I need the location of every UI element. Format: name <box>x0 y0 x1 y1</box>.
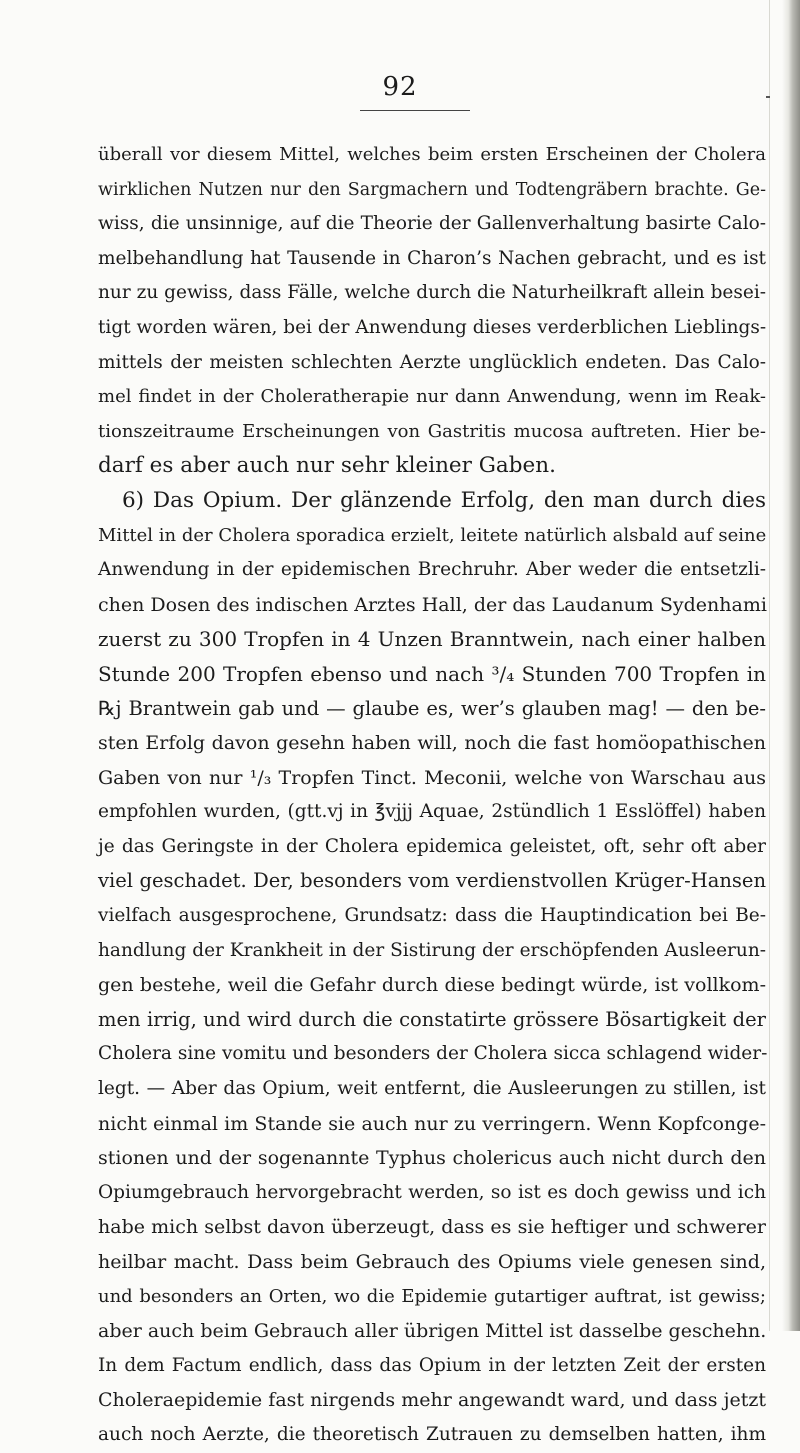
text-line: Choleraepidemie fast nirgends mehr angewandt ward, und dass jetzt <box>98 1389 766 1412</box>
text-line: handlung der Krankheit in der Sistirung der erschöpfenden Ausleerun- <box>98 939 766 961</box>
text-line: heilbar macht. Dass beim Gebrauch des Opiums viele genesen sind, <box>98 1251 766 1273</box>
text-line: stionen und der sogenannte Typhus cholericus auch nicht durch den <box>98 1147 766 1170</box>
text-line: zuerst zu 300 Tropfen in 4 Unzen Branntwein, nach einer halben <box>98 627 766 652</box>
text-line: In dem Factum endlich, dass das Opium in der letzten Zeit der ersten <box>98 1354 766 1376</box>
text-line: je das Geringste in der Cholera epidemica geleistet, oft, sehr oft aber <box>98 835 766 857</box>
text-line: überall vor diesem Mittel, welches beim ersten Erscheinen der Cholera <box>98 144 766 165</box>
text-line: sten Erfolg davon gesehn haben will, noch die fast homöopathischen <box>98 732 766 755</box>
text-line: tigt worden wären, bei der Anwendung dieses verderblichen Lieblings- <box>98 316 767 338</box>
text-line: Anwendung in der epidemischen Brechruhr. Aber weder die entsetzli- <box>98 559 766 581</box>
text-line: mel findet in der Choleratherapie nur dann Anwendung, wenn im Reak- <box>98 386 766 408</box>
body-text <box>98 138 766 1453</box>
text-line: empfohlen wurden, (gtt.vj in ℥vjjj Aquae, 2stündlich 1 Esslöffel) haben <box>98 801 766 823</box>
text-line: vielfach ausgesprochene, Grundsatz: dass die Hauptindication bei Be- <box>98 905 766 927</box>
text-line: mittels der meisten schlechten Aerzte unglücklich endeten. Das Calo- <box>98 351 766 373</box>
text-line: Stunde 200 Tropfen ebenso und nach ³/₄ Stunden 700 Tropfen in <box>98 661 766 686</box>
text-line: ℞j Brantwein gab und — glaube es, wer’s glauben mag! — den be- <box>98 696 766 720</box>
text-line: nicht einmal im Stande sie auch nur zu verringern. Wenn Kopfconge- <box>98 1112 766 1135</box>
binding-shadow-line <box>769 0 770 1331</box>
section-heading-line: 6) Das Opium. Der glänzende Erfolg, den man durch dies <box>122 487 766 513</box>
text-line: habe mich selbst davon überzeugt, dass es sie heftiger und schwerer <box>98 1216 766 1239</box>
page-number: 92 <box>382 72 418 102</box>
margin-mark <box>766 96 770 98</box>
text-line: Cholera sine vomitu und besonders der Cholera sicca schlagend wider- <box>98 1043 768 1065</box>
text-line: auch noch Aerzte, die theoretisch Zutrauen zu demselben hatten, ihm <box>98 1423 766 1445</box>
text-line: nur zu gewiss, dass Fälle, welche durch die Naturheilkraft allein besei- <box>98 282 766 304</box>
book-binding-edge <box>782 0 800 1331</box>
text-line: aber auch beim Gebrauch aller übrigen Mittel ist dasselbe geschehn. <box>98 1320 767 1343</box>
text-line: gen bestehe, weil die Gefahr durch diese bedingt würde, ist vollkom- <box>98 974 766 997</box>
text-line: legt. — Aber das Opium, weit entfernt, die Ausleerungen zu stillen, ist <box>98 1078 766 1100</box>
text-line: und besonders an Orten, wo die Epidemie gutartiger auftrat, ist gewiss; <box>98 1285 766 1307</box>
header-rule <box>360 110 470 111</box>
text-line: darf es aber auch nur sehr kleiner Gaben. <box>98 453 556 479</box>
text-line: Gaben von nur ¹/₃ Tropfen Tinct. Meconii, welche von Warschau aus <box>98 766 766 789</box>
text-line: viel geschadet. Der, besonders vom verdienstvollen Krüger-Hansen <box>98 869 766 893</box>
text-line: wiss, die unsinnige, auf die Theorie der Gallenverhaltung basirte Calo- <box>98 213 766 235</box>
text-line: Mittel in der Cholera sporadica erzielt, leitete natürlich alsbald auf seine <box>98 524 767 546</box>
text-line: melbehandlung hat Tausende in Charon’s Nachen gebracht, und es ist <box>98 247 766 269</box>
text-line: men irrig, und wird durch die constatirte grössere Bösartigkeit der <box>98 1007 766 1031</box>
text-line: chen Dosen des indischen Arztes Hall, der das Laudanum Sydenhami <box>98 593 767 616</box>
text-line: wirklichen Nutzen nur den Sargmachern und Todtengräbern brachte. Ge- <box>98 179 766 200</box>
text-line: Opiumgebrauch hervorgebracht werden, so ist es doch gewiss und ich <box>98 1181 766 1203</box>
text-line: tionszeitraume Erscheinungen von Gastritis mucosa auftreten. Hier be- <box>98 420 766 442</box>
